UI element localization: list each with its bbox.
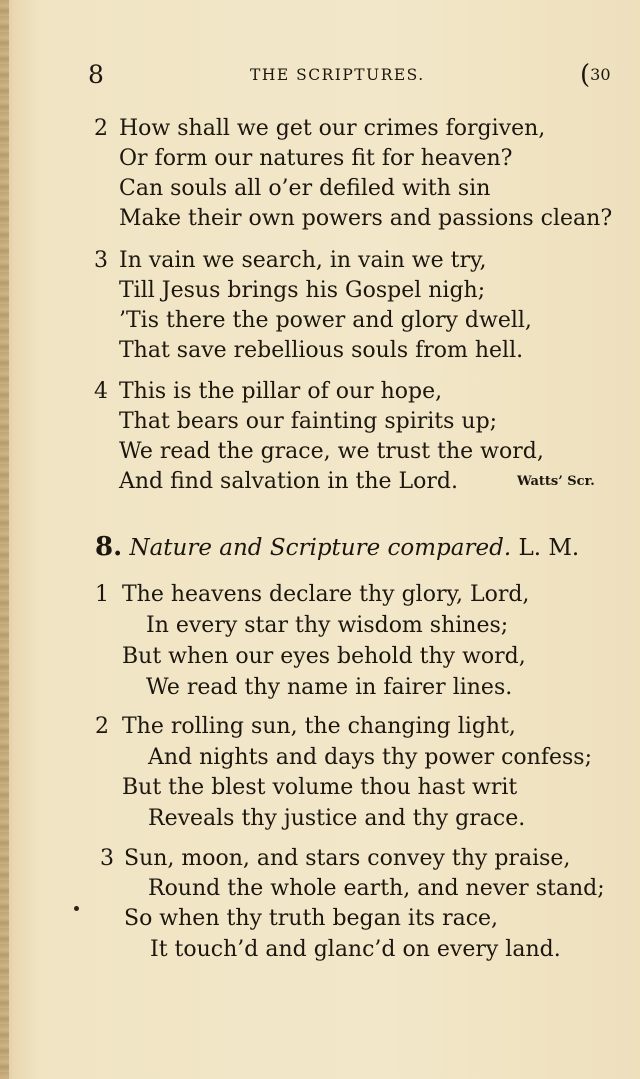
page-spine-edge: [0, 0, 9, 1079]
verse-line: The rolling sun, the changing light,: [122, 714, 516, 739]
verse-line: So when thy truth began its race,: [124, 906, 499, 931]
hymn-title-text: Nature and Scripture compared.: [129, 535, 512, 561]
hymn-title: [95, 532, 579, 562]
verse-line: How shall we get our crimes forgiven,: [119, 116, 546, 141]
verse-line: Till Jesus brings his Gospel nigh;: [119, 278, 486, 303]
verse-line: Round the whole earth, and never stand;: [148, 876, 605, 901]
attribution: Watts’ Scr.: [517, 474, 595, 489]
stanza-number: 2: [94, 116, 108, 141]
verse-line: That bears our fainting spirits up;: [119, 409, 498, 434]
verse-line: Can souls all o’er defiled with sin: [119, 176, 491, 201]
verse-line: In vain we search, in vain we try,: [119, 248, 487, 273]
stanza-number: 3: [94, 248, 108, 273]
verse-line: It touch’d and glanc’d on every land.: [150, 937, 561, 962]
verse-line: But when our eyes behold thy word,: [122, 644, 526, 669]
verse-line: But the blest volume thou hast writ: [122, 775, 518, 800]
page-number: 8: [88, 60, 104, 89]
ink-speck: [74, 906, 79, 911]
hymn-reference-number: 30: [590, 65, 611, 84]
hymn-reference-paren: (: [580, 60, 591, 90]
verse-line: And find salvation in the Lord.: [119, 469, 458, 494]
stanza-number: 1: [95, 582, 109, 607]
stanza-number: 4: [94, 379, 108, 404]
running-title: THE SCRIPTURES.: [250, 66, 425, 84]
hymn-reference: [580, 60, 611, 90]
verse-line: ’Tis there the power and glory dwell,: [119, 308, 532, 333]
verse-line: That save rebellious souls from hell.: [119, 338, 524, 363]
verse-line: Make their own powers and passions clean?: [119, 206, 613, 231]
verse-line: Or form our natures fit for heaven?: [119, 146, 513, 171]
verse-line: In every star thy wisdom shines;: [146, 613, 509, 638]
hymn-number: 8.: [95, 532, 123, 562]
stanza-number: 3: [100, 846, 114, 871]
verse-line: Sun, moon, and stars convey thy praise,: [124, 846, 571, 871]
hymn-meter: L. M.: [518, 535, 580, 561]
verse-line: Reveals thy justice and thy grace.: [148, 806, 526, 831]
page-header: [0, 60, 640, 90]
verse-line: And nights and days thy power confess;: [148, 745, 592, 770]
verse-line: We read thy name in fairer lines.: [146, 675, 513, 700]
verse-line: We read the grace, we trust the word,: [119, 439, 544, 464]
verse-line: The heavens declare thy glory, Lord,: [122, 582, 530, 607]
stanza-number: 2: [95, 714, 109, 739]
verse-line: This is the pillar of our hope,: [119, 379, 443, 404]
